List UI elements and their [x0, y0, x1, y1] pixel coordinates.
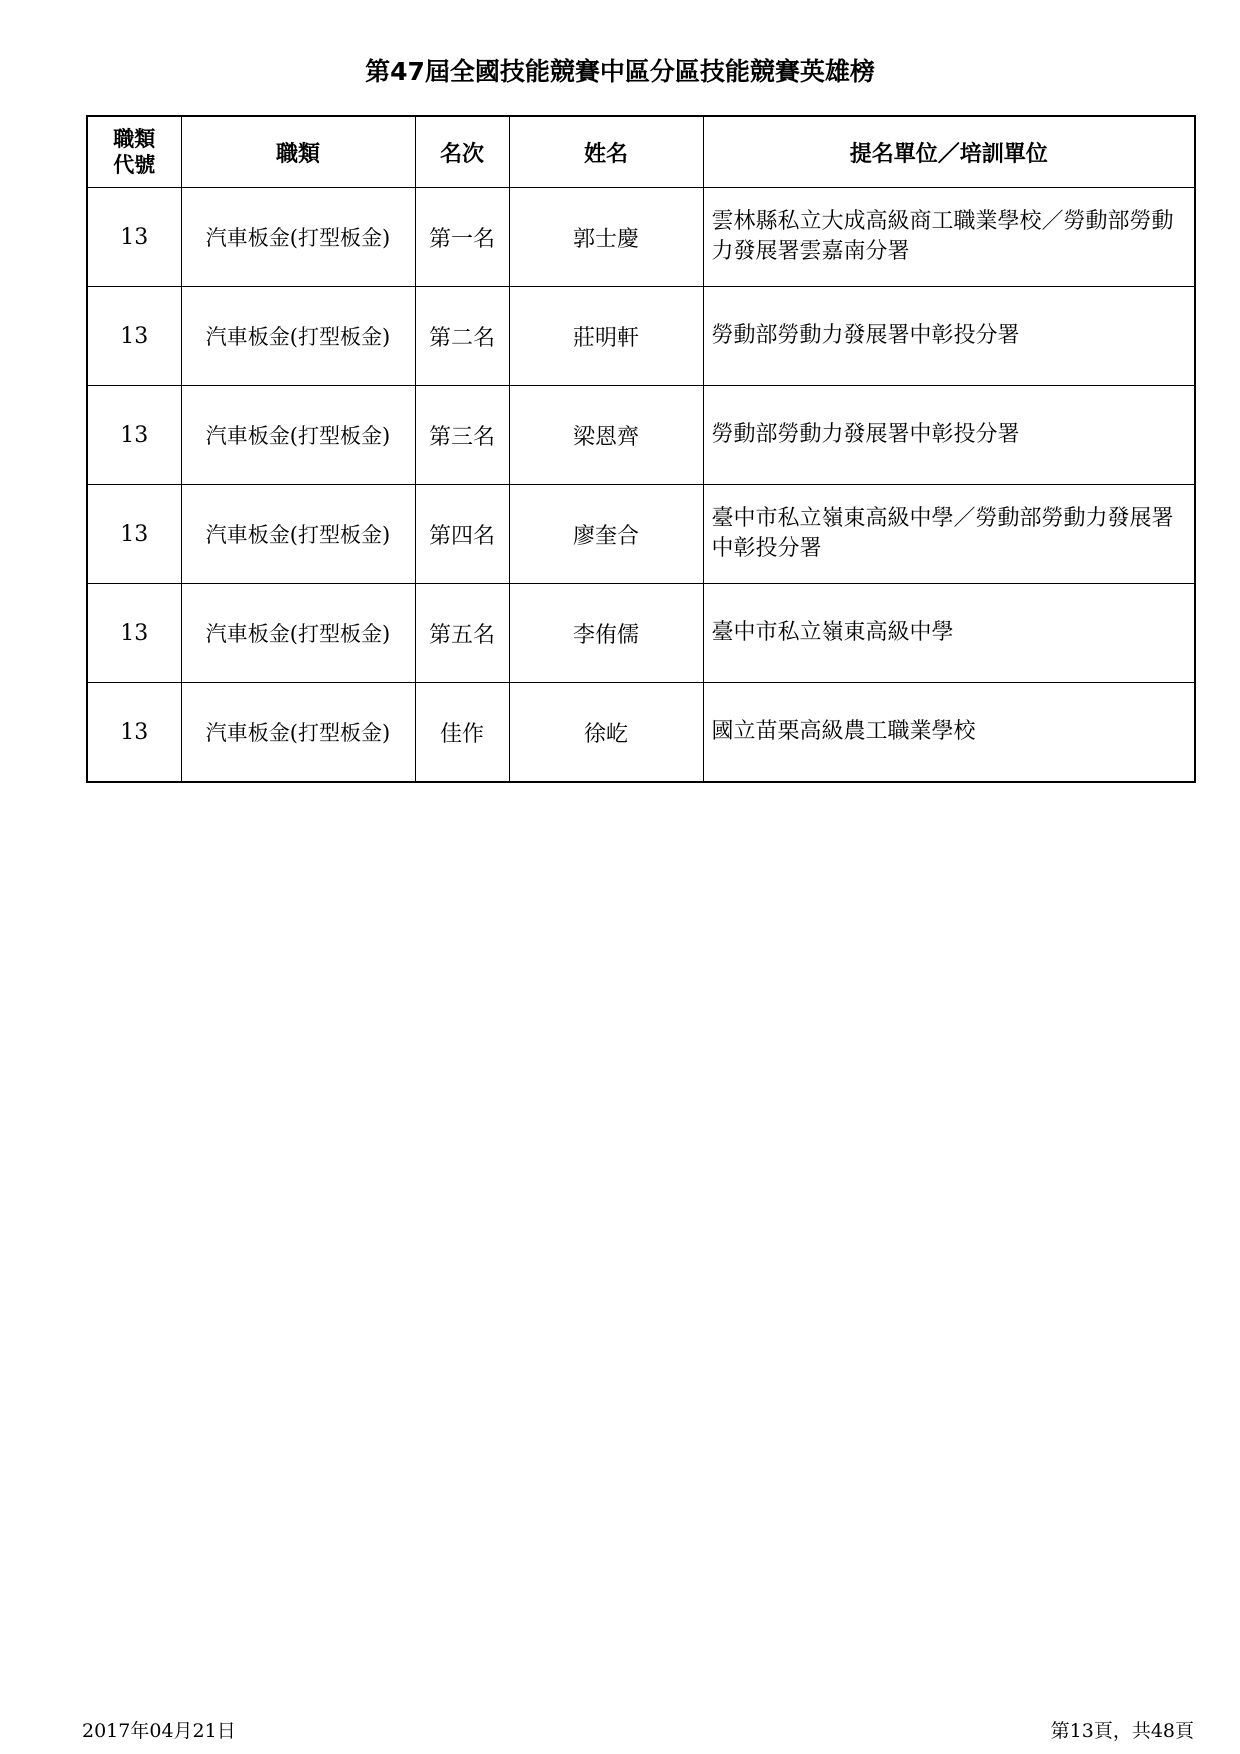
cell-code: 13 [87, 287, 181, 386]
table-row [87, 188, 1195, 287]
header-rank: 名次 [415, 116, 509, 188]
hero-list-table [86, 115, 1196, 783]
cell-unit: 臺中市私立嶺東高級中學 [703, 584, 1195, 683]
cell-unit: 國立苗栗高級農工職業學校 [703, 683, 1195, 783]
header-trade-code-line1: 職類 [113, 127, 156, 151]
cell-code: 13 [87, 188, 181, 287]
header-name: 姓名 [509, 116, 703, 188]
cell-trade: 汽車板金(打型板金) [181, 485, 415, 584]
table-row [87, 584, 1195, 683]
header-unit: 提名單位／培訓單位 [703, 116, 1195, 188]
cell-unit: 雲林縣私立大成高級商工職業學校／勞動部勞動力發展署雲嘉南分署 [703, 188, 1195, 287]
page-title: 第47屆全國技能競賽中區分區技能競賽英雄榜 [365, 57, 875, 86]
cell-code: 13 [87, 683, 181, 783]
cell-unit: 臺中市私立嶺東高級中學／勞動部勞動力發展署中彰投分署 [703, 485, 1195, 584]
cell-rank: 第四名 [415, 485, 509, 584]
footer-page-number: 第13頁，共48頁 [1050, 1720, 1194, 1742]
cell-trade: 汽車板金(打型板金) [181, 188, 415, 287]
cell-rank: 第二名 [415, 287, 509, 386]
cell-trade: 汽車板金(打型板金) [181, 386, 415, 485]
cell-name: 徐屹 [509, 683, 703, 783]
cell-trade: 汽車板金(打型板金) [181, 683, 415, 783]
cell-rank: 佳作 [415, 683, 509, 783]
table-header [87, 116, 1195, 188]
cell-trade: 汽車板金(打型板金) [181, 287, 415, 386]
cell-name: 梁恩齊 [509, 386, 703, 485]
cell-name: 莊明軒 [509, 287, 703, 386]
cell-trade: 汽車板金(打型板金) [181, 584, 415, 683]
cell-name: 廖奎合 [509, 485, 703, 584]
header-row [87, 116, 1195, 188]
cell-code: 13 [87, 485, 181, 584]
cell-unit: 勞動部勞動力發展署中彰投分署 [703, 386, 1195, 485]
cell-name: 郭士慶 [509, 188, 703, 287]
header-trade: 職類 [181, 116, 415, 188]
cell-unit: 勞動部勞動力發展署中彰投分署 [703, 287, 1195, 386]
header-trade-code-line2: 代號 [113, 153, 156, 177]
cell-code: 13 [87, 386, 181, 485]
table-row [87, 287, 1195, 386]
cell-rank: 第三名 [415, 386, 509, 485]
table-row [87, 485, 1195, 584]
header-trade-code [87, 116, 181, 188]
cell-rank: 第五名 [415, 584, 509, 683]
table-body [87, 188, 1195, 783]
table-row [87, 386, 1195, 485]
cell-rank: 第一名 [415, 188, 509, 287]
footer-date: 2017年04月21日 [82, 1720, 236, 1742]
cell-name: 李侑儒 [509, 584, 703, 683]
table-row [87, 683, 1195, 783]
cell-code: 13 [87, 584, 181, 683]
